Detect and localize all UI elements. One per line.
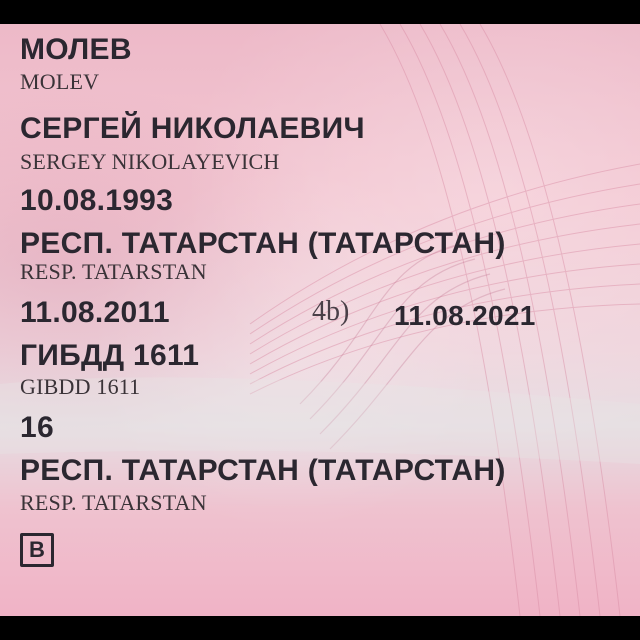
given-names-lat: SERGEY NIKOLAYEVICH: [20, 149, 280, 174]
expiry-field-number: 4b): [312, 296, 350, 327]
expiry-date: 11.08.2021: [394, 300, 536, 331]
region-code: 16: [20, 411, 54, 444]
birth-place-lat: RESP. TATARSTAN: [20, 259, 207, 284]
surname-ru: МОЛЕВ: [20, 33, 132, 66]
residence-ru: РЕСП. ТАТАРСТАН (ТАТАРСТАН): [20, 454, 506, 487]
residence-lat: RESP. TATARSTAN: [20, 490, 207, 515]
category-label: B: [29, 537, 45, 562]
authority-lat: GIBDD 1611: [20, 374, 141, 399]
birth-date: 10.08.1993: [20, 184, 174, 217]
issue-date: 11.08.2011: [20, 296, 170, 329]
birth-place-ru: РЕСП. ТАТАРСТАН (ТАТАРСТАН): [20, 227, 506, 260]
license-card-photo: [0, 24, 640, 616]
surname-lat: MOLEV: [20, 69, 100, 94]
category-b-box: [20, 533, 54, 567]
given-names-ru: СЕРГЕЙ НИКОЛАЕВИЧ: [20, 112, 365, 145]
authority-ru: ГИБДД 1611: [20, 339, 200, 372]
